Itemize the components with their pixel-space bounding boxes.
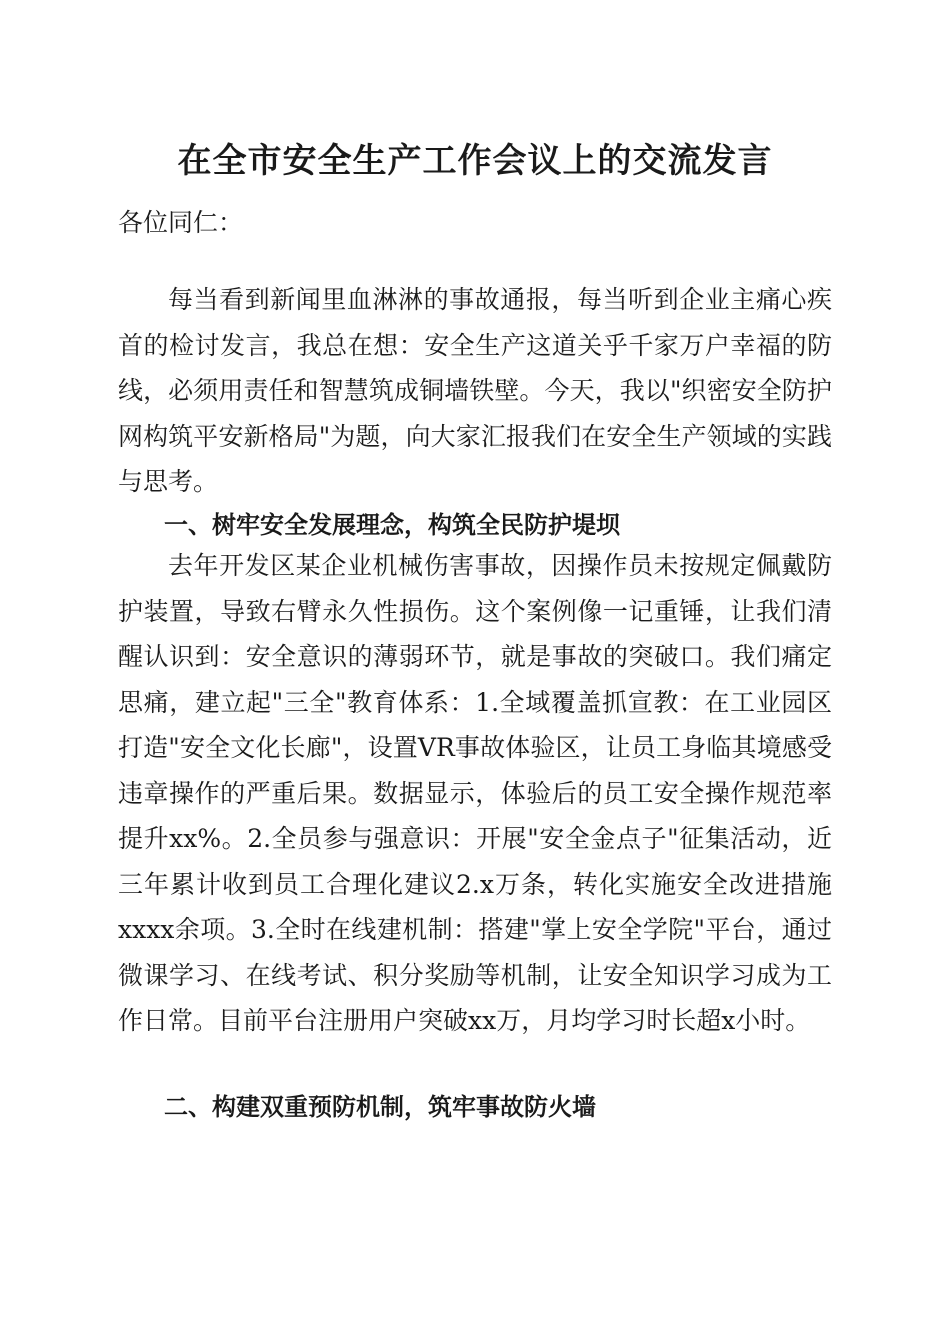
- section-2-heading: 二、构建双重预防机制，筑牢事故防火墙: [164, 1093, 596, 1121]
- section-1-heading: 一、树牢安全发展理念，构筑全民防护堤坝: [164, 511, 620, 539]
- section-1-paragraph: 去年开发区某企业机械伤害事故，因操作员未按规定佩戴防护装置，导致右臂永久性损伤。这个案例像一记重锤，让我们清醒认识到：安全意识的薄弱环节，就是事故的突破口。我们痛定思痛，建立起"三全"教育体系：1.全域覆盖抓宣教：在工业园区打造"安全文化长廊"，设置VR事故体验区，让员工身临其境感受违章操作的严重后果。数据显示，体验后的员工安全操作规范率提升xx%。2.全员参与强意识：开展"安全金点子"征集活动，近三年累计收到员工合理化建议2.x万条，转化实施安全改进措施xxxx余项。3.全时在线建机制：搭建"掌上安全学院"平台，通过微课学习、在线考试、积分奖励等机制，让安全知识学习成为工作日常。目前平台注册用户突破xx万，月均学习时长超x小时。: [118, 551, 832, 1035]
- document-title: 在全市安全生产工作会议上的交流发言: [177, 141, 773, 181]
- salutation: 各位同仁：: [118, 208, 244, 237]
- intro-paragraph: 每当看到新闻里血淋淋的事故通报，每当听到企业主痛心疾首的检讨发言，我总在想：安全生产这道关乎千家万户幸福的防线，必须用责任和智慧筑成铜墙铁壁。今天，我以"织密安全防护网构筑平安新格局"为题，向大家汇报我们在安全生产领域的实践与思考。: [118, 285, 832, 496]
